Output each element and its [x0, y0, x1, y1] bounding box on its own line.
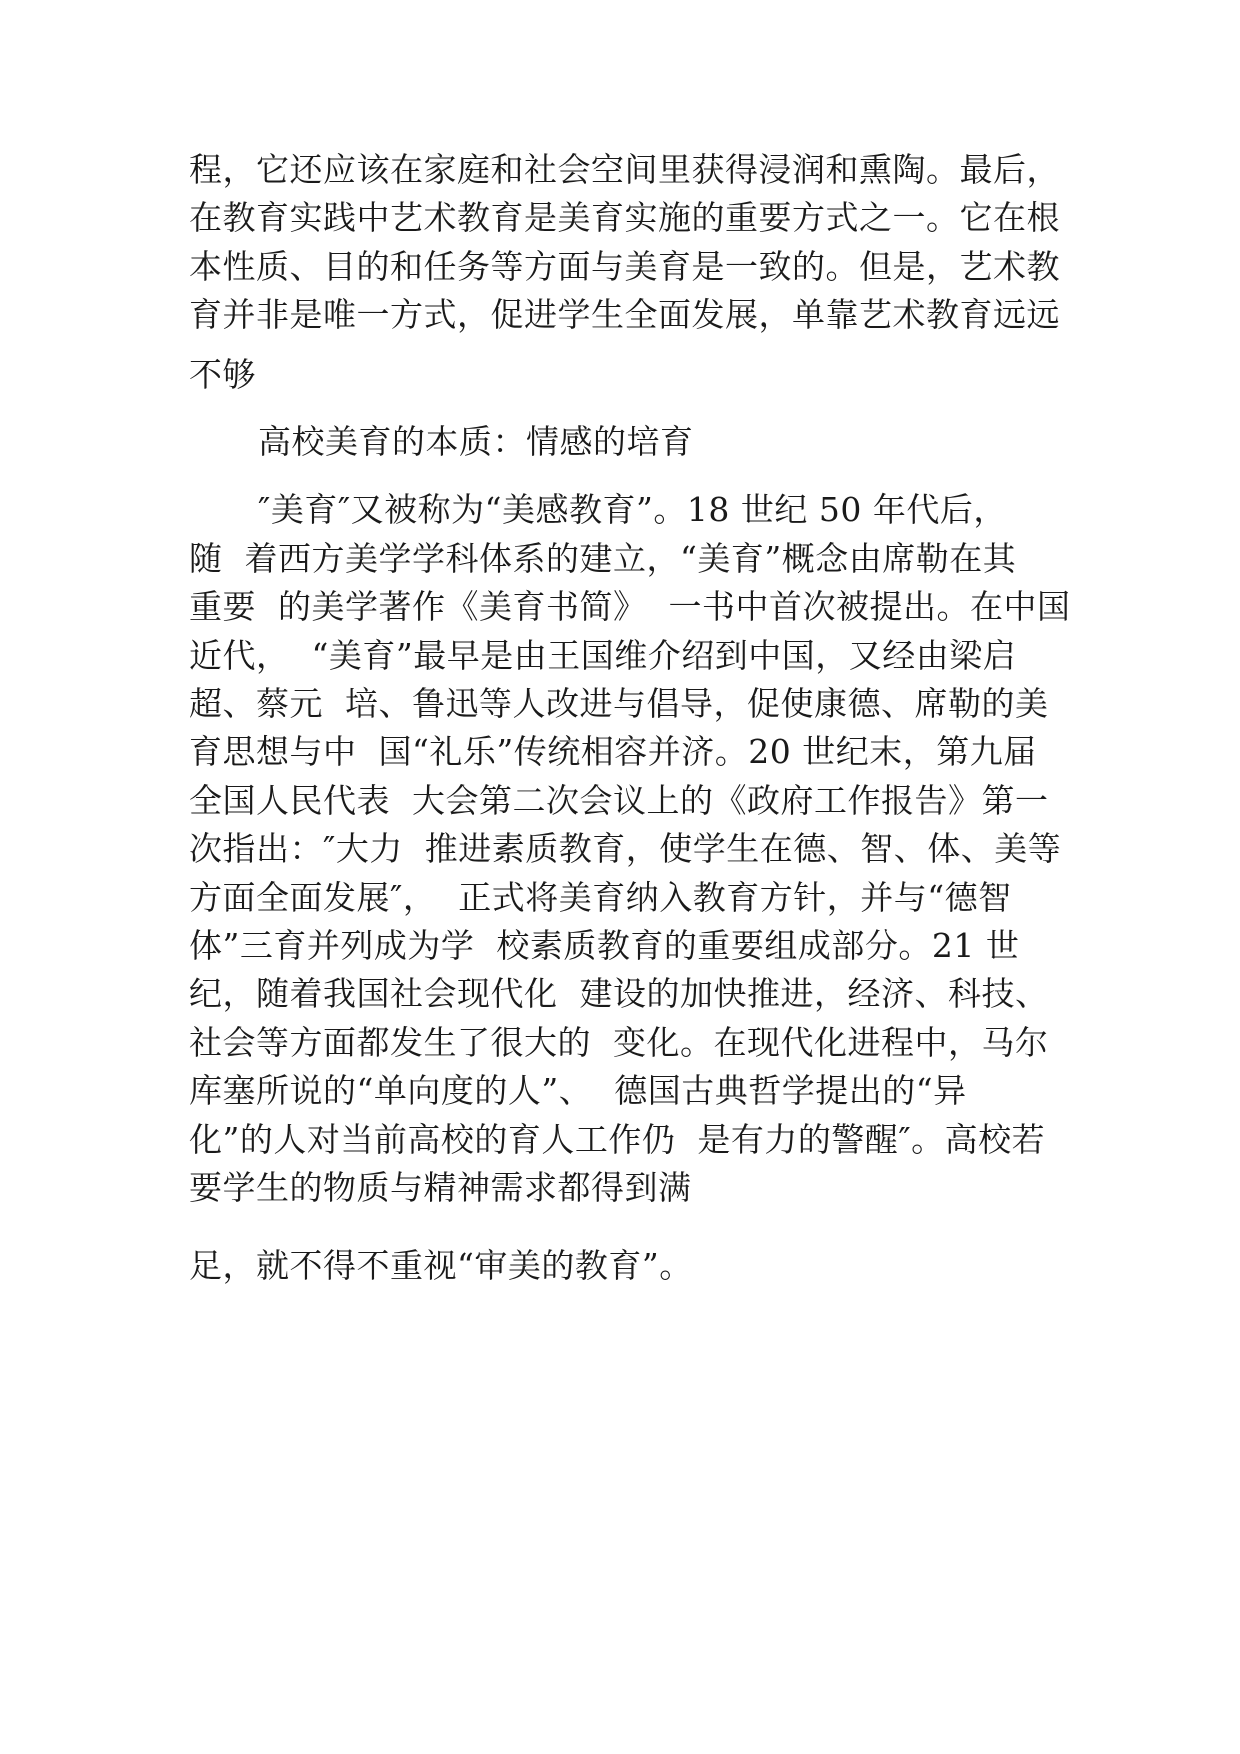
paragraph-1-line-5: 不够 — [189, 355, 256, 394]
paragraph-2-line-14: 化”的人对当前高校的育人工作仍 是有力的警醒″。高校若 — [189, 1120, 1046, 1159]
paragraph-2-line-9: 方面全面发展″， 正式将美育纳入教育方针，并与“德智 — [189, 878, 1012, 917]
paragraph-2-line-1: ″美育″又被称为“美感教育”。18 世纪 50 年代后， — [258, 490, 1007, 529]
paragraph-1-line-3: 本性质、目的和任务等方面与美育是一致的。但是，艺术教 — [189, 247, 1060, 286]
paragraph-1-line-2: 在教育实践中艺术教育是美育实施的重要方式之一。它在根 — [189, 198, 1060, 237]
paragraph-2-line-7: 全国人民代表 大会第二次会议上的《政府工作报告》第一 — [189, 781, 1049, 820]
paragraph-2-line-8: 次指出：″大力 推进素质教育，使学生在德、智、体、美等 — [189, 829, 1062, 868]
section-heading: 高校美育的本质：情感的培育 — [258, 422, 694, 461]
paragraph-2-line-3: 重要 的美学著作《美育书简》 一书中首次被提出。在中国 — [189, 587, 1071, 626]
paragraph-2-line-5: 超、蔡元 培、鲁迅等人改进与倡导，促使康德、席勒的美 — [189, 684, 1049, 723]
paragraph-2-line-4: 近代， “美育”最早是由王国维介绍到中国，又经由梁启 — [189, 636, 1017, 675]
paragraph-1-line-4: 育并非是唯一方式，促进学生全面发展，单靠艺术教育远远 — [189, 295, 1060, 334]
paragraph-2-line-12: 社会等方面都发生了很大的 变化。在现代化进程中，马尔 — [189, 1023, 1049, 1062]
paragraph-2-line-13: 库塞所说的“单向度的人”、 德国古典哲学提出的“异 — [189, 1071, 967, 1110]
paragraph-2-line-11: 纪，随着我国社会现代化 建设的加快推进，经济、科技、 — [189, 974, 1049, 1013]
paragraph-2-line-10: 体”三育并列成为学 校素质教育的重要组成部分。21 世 — [189, 926, 1020, 965]
paragraph-1-line-1: 程，它还应该在家庭和社会空间里获得浸润和熏陶。最后， — [189, 150, 1060, 189]
paragraph-2-line-6: 育思想与中 国“礼乐”传统相容并济。20 世纪末，第九届 — [189, 732, 1037, 771]
paragraph-2-line-15: 要学生的物质与精神需求都得到满 — [189, 1168, 692, 1207]
paragraph-2-line-2: 随 着西方美学学科体系的建立，“美育”概念由席勒在其 — [189, 539, 1017, 578]
paragraph-2-line-16: 足，就不得不重视“审美的教育”。 — [189, 1246, 693, 1285]
